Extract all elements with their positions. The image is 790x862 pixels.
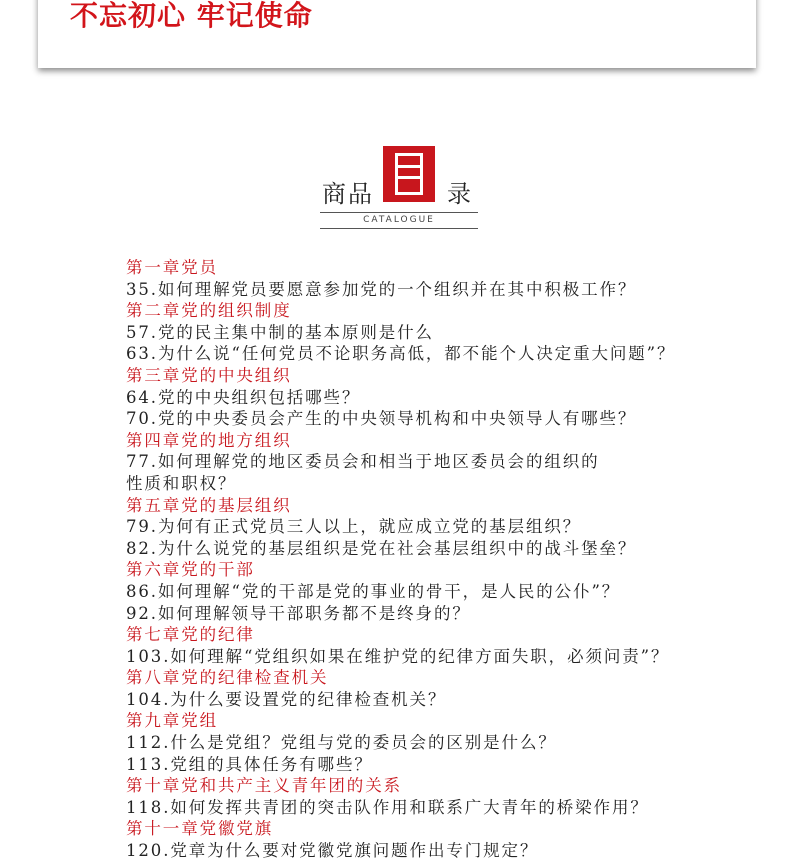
- toc-question-item: 35.如何理解党员要愿意参加党的一个组织并在其中积极工作？: [126, 279, 637, 299]
- toc-question-item: 92.如何理解领导干部职务都不是终身的？: [126, 603, 471, 623]
- toc-question-item: 64.党的中央组织包括哪些？: [126, 387, 361, 407]
- toc-question-item: 86.如何理解“党的干部是党的事业的骨干，是人民的公仆”？: [126, 581, 621, 601]
- toc-question-item: 112.什么是党组？党组与党的委员会的区别是什么？: [126, 733, 557, 753]
- toc-question-item: 120.党章为什么要对党徽党旗问题作出专门规定？: [126, 841, 539, 861]
- toc-chapter-heading: 第九章党组: [126, 711, 218, 731]
- banner-card: [38, 0, 756, 68]
- catalog-title-emblem: [383, 146, 435, 202]
- toc-chapter-heading: 第一章党员: [126, 258, 218, 277]
- toc-question-item: 70.党的中央委员会产生的中央领导机构和中央领导人有哪些？: [126, 409, 637, 429]
- catalog-title-left: 商品: [322, 180, 374, 208]
- toc-question-item: 79.为何有正式党员三人以上，就应成立党的基层组织？: [126, 517, 582, 537]
- toc-chapter-heading: 第七章党的纪律: [126, 625, 255, 645]
- catalog-subtitle: CATALOGUE: [363, 215, 435, 225]
- toc-question-item: 63.为什么说“任何党员不论职务高低，都不能个人决定重大问题”？: [126, 344, 676, 364]
- toc-chapter-heading: 第十一章党徽党旗: [126, 819, 274, 839]
- toc-chapter-heading: 第八章党的纪律检查机关: [126, 668, 329, 688]
- catalog-title-big-char: [395, 153, 423, 195]
- toc-question-item: 57.党的民主集中制的基本原则是什么: [126, 322, 434, 342]
- toc-question-item: 82.为什么说党的基层组织是党在社会基层组织中的战斗堡垒？: [126, 538, 637, 558]
- catalog-title-right: 录: [447, 180, 471, 208]
- toc-chapter-heading: 第十章党和共产主义青年团的关系: [126, 776, 402, 796]
- toc-chapter-heading: 第五章党的基层组织: [126, 495, 292, 515]
- toc-question-item: 104.为什么要设置党的纪律检查机关？: [126, 689, 447, 709]
- toc-question-item: 113.党组的具体任务有哪些？: [126, 754, 373, 774]
- catalog-divider-top: [320, 212, 478, 213]
- toc-chapter-heading: 第二章党的组织制度: [126, 301, 292, 321]
- toc-chapter-heading: 第六章党的干部: [126, 560, 255, 580]
- toc-question-item: 77.如何理解党的地区委员会和相当于地区委员会的组织的: [126, 452, 600, 472]
- toc-question-item: 118.如何发挥共青团的突击队作用和联系广大青年的桥梁作用？: [126, 797, 649, 817]
- toc-chapter-heading: 第四章党的地方组织: [126, 430, 292, 450]
- catalog-divider-bottom: [320, 228, 478, 229]
- banner-slogan: 不忘初心 牢记使命: [70, 0, 313, 32]
- table-of-contents: [126, 257, 746, 862]
- toc-question-item: 103.如何理解“党组织如果在维护党的纪律方面失职，必须问责”？: [126, 646, 670, 666]
- toc-question-item: 性质和职权？: [126, 473, 237, 493]
- toc-chapter-heading: 第三章党的中央组织: [126, 365, 292, 385]
- catalog-header: [320, 146, 478, 230]
